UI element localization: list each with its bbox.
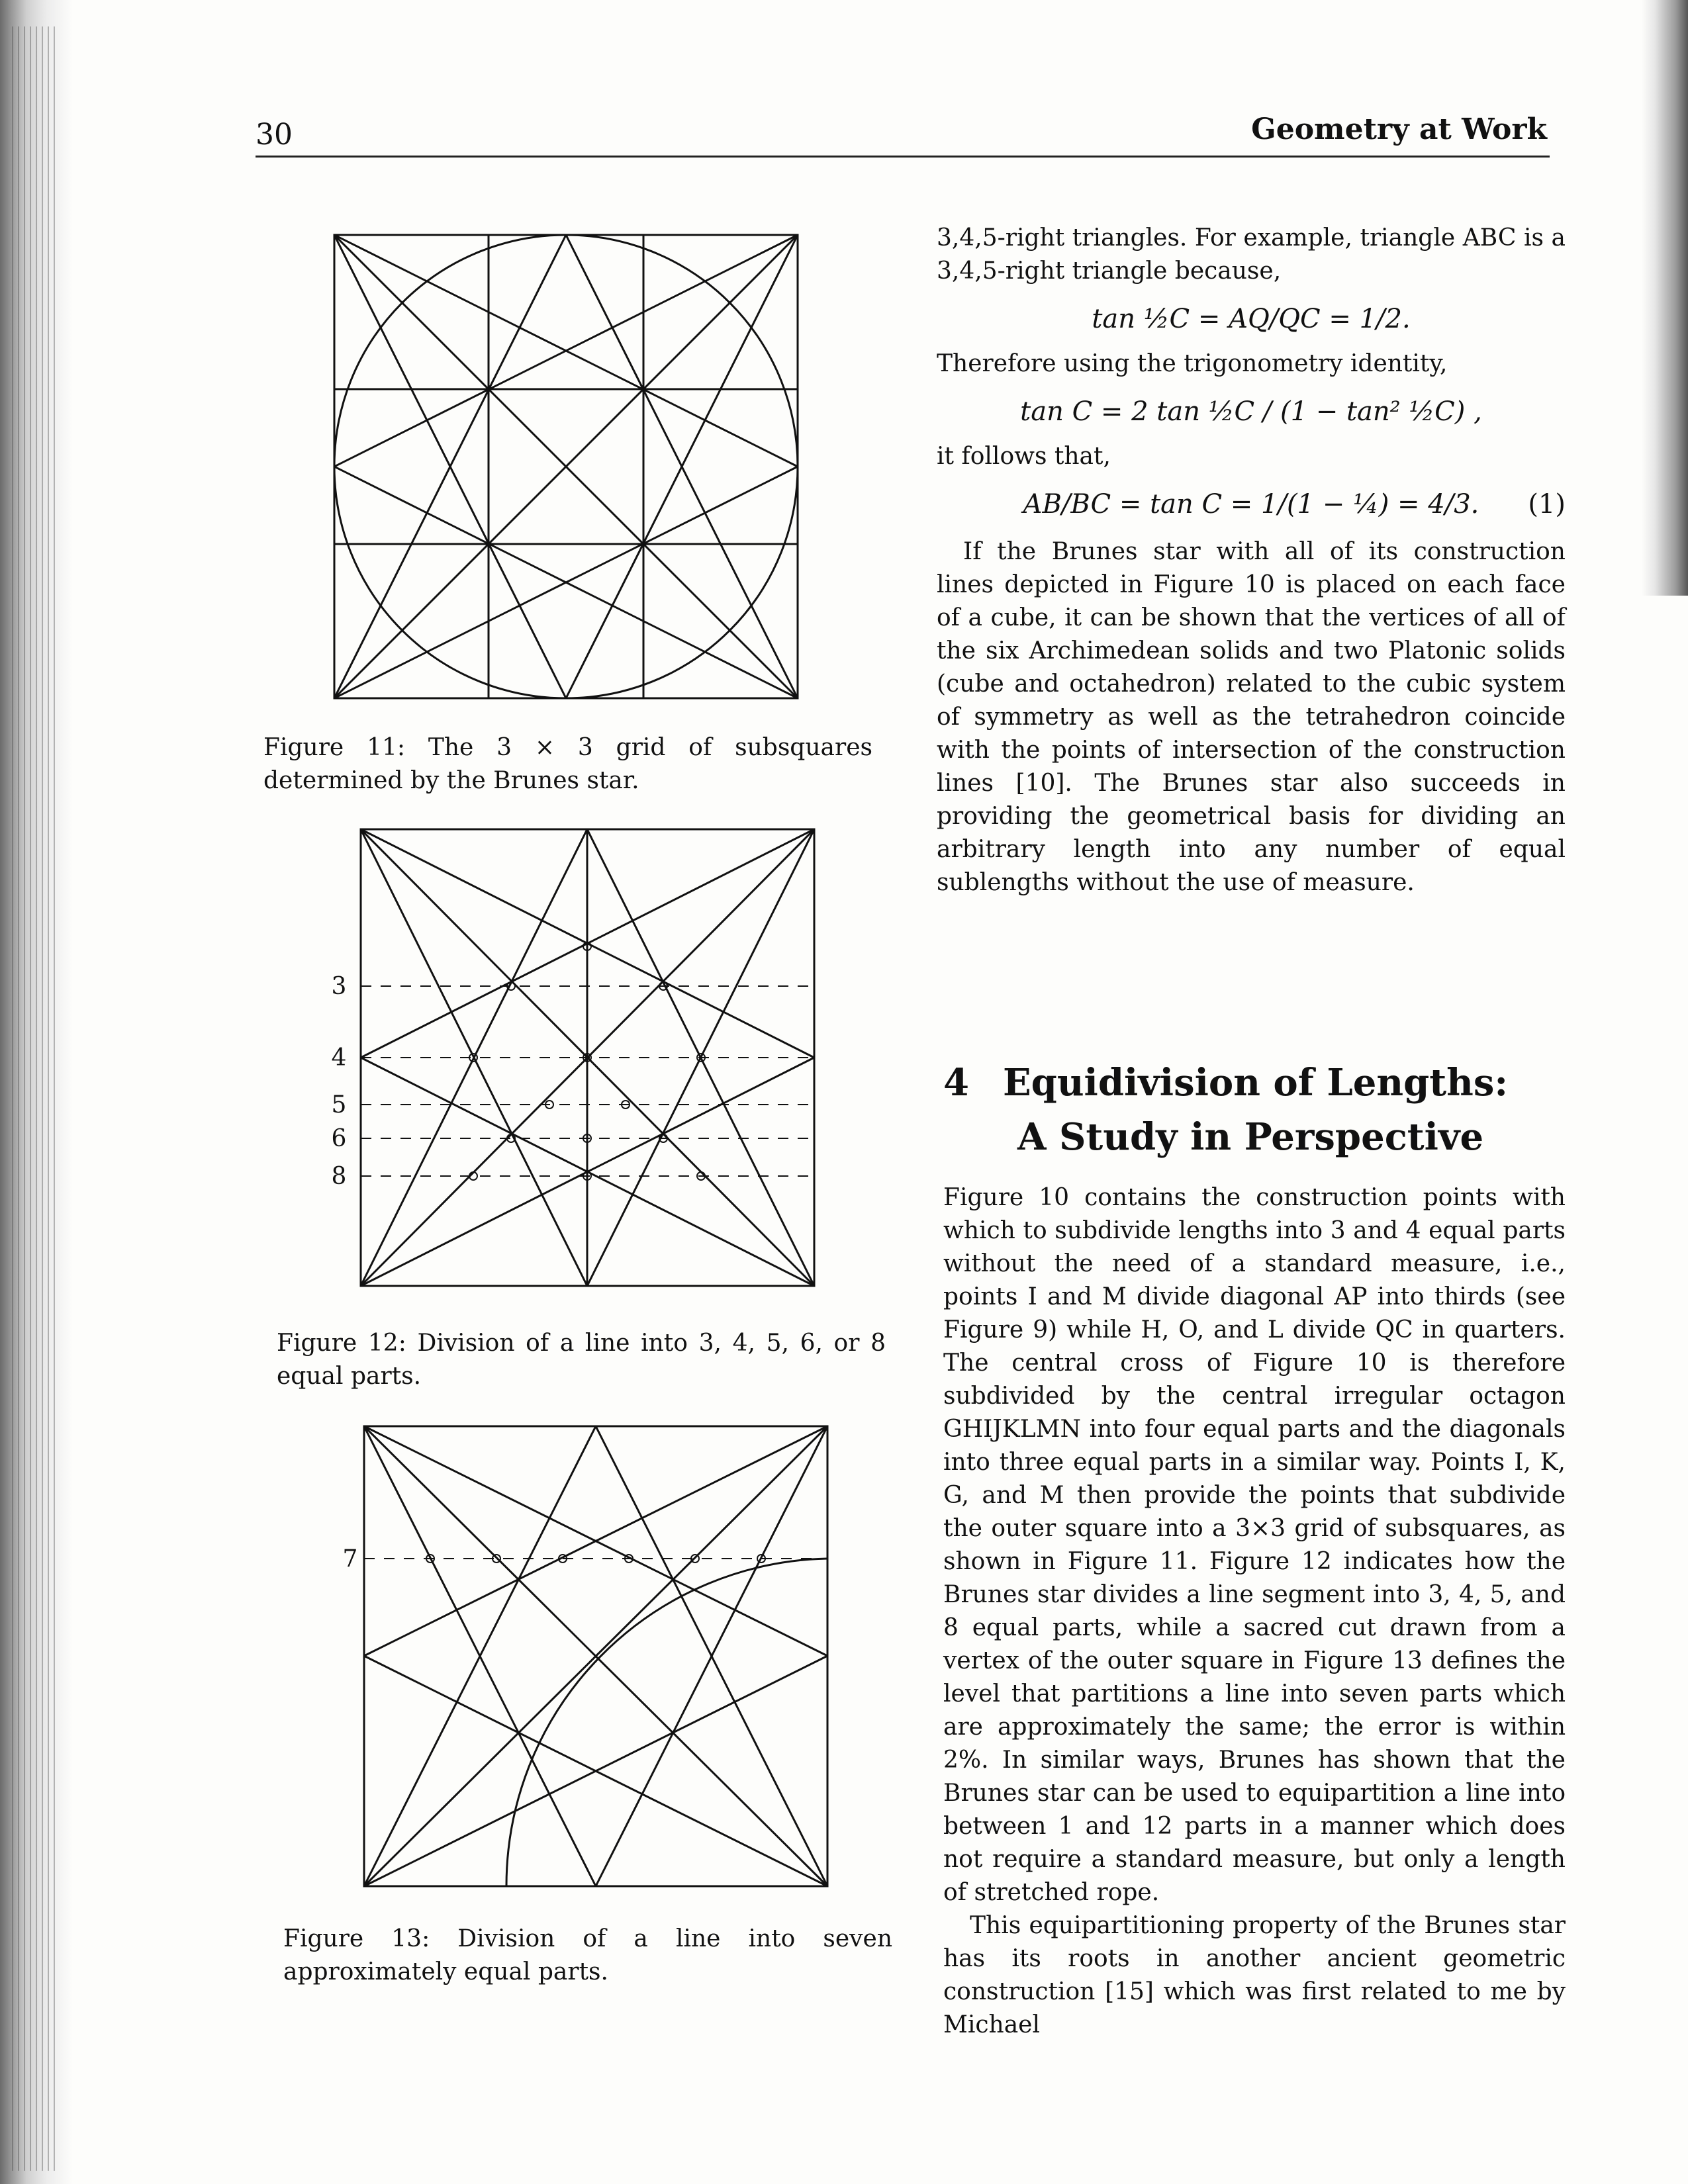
level-label-7: 7 — [342, 1545, 358, 1572]
section-title-line-1: Equidivision of Lengths: — [1003, 1061, 1509, 1105]
figure-11-caption: Figure 11: The 3 × 3 grid of subsquares determined by the Brunes star. — [263, 734, 872, 794]
level-label-3: 3 — [331, 973, 347, 1000]
paragraph-4: If the Brunes star with all of its construction lines depicted in Figure 10 is placed on each face of a cube, it can be shown that the vertices of all of the six Archimedean solids and two Platonic solids (cube and octahedron) related to the cubic system of symmetry as well as the tetrahedron coincide with the points of intersection of the construction lines [10]. The Brunes star also succeeds in providing the geometrical basis for dividing an arbitrary length into any number of equal sublengths without the use of measure. — [937, 538, 1566, 896]
running-title: Geometry at Work — [1251, 113, 1547, 146]
book-spine-shadow — [0, 0, 73, 2184]
figure-11 — [331, 232, 801, 702]
page-edges — [12, 26, 58, 2171]
page-number: 30 — [256, 118, 293, 152]
figure-13 — [344, 1420, 834, 1896]
level-label-4: 4 — [331, 1044, 347, 1071]
section-title-line-2: A Study in Perspective — [1017, 1115, 1484, 1159]
paragraph-2: Therefore using the trigonometry identity, — [937, 350, 1448, 377]
section-heading — [943, 1056, 1508, 1164]
equation-identity: tan C = 2 tan ½C / (1 − tan² ½C) , — [1020, 396, 1482, 427]
paragraph-5: Figure 10 contains the construction points with which to subdivide lengths into 3 and 4 equal parts without the need of a standard measure, i.e., points I and M divide diagonal AP into thirds (see Figure 9) while H, O, and L divide QC in quarters. The central cross of Figure 10 is therefore subdivided by the central irregular octagon GHIJKLMN into four equal parts and the diagonals into three equal parts in a similar way. Points I, K, G, and M then provide the points that subdivide the outer square into a 3×3 grid of subsquares, as shown in Figure 11. Figure 12 indicates how the Brunes star divides a line segment into 3, 4, 5, and 8 equal parts, while a sacred cut drawn from a vertex of the outer square in Figure 13 defines the level that partitions a line into seven parts which are approximately the same; the error is within 2%. In similar ways, Brunes has shown that the Brunes star can be used to equipartition a line into between 1 and 12 parts in a manner which does not require a standard measure, but only a length of stretched rope. — [943, 1184, 1566, 1906]
right-column-bottom — [943, 1181, 1566, 2042]
section-number: 4 — [943, 1061, 969, 1105]
level-label-6: 6 — [331, 1125, 347, 1152]
figure-11-diagram — [331, 232, 801, 702]
equation-1-body: AB/BC = tan C = 1/(1 − ¼) = 4/3. — [1023, 489, 1479, 520]
equation-half-angle: tan ½C = AQ/QC = 1/2. — [1092, 304, 1411, 334]
figure-12 — [311, 824, 821, 1307]
header-rule — [256, 156, 1550, 158]
figure-12-caption: Figure 12: Division of a line into 3, 4, 5, 6, or 8 equal parts. — [277, 1330, 886, 1390]
figure-13-caption: Figure 13: Division of a line into seven approximately equal parts. — [283, 1925, 892, 1985]
level-label-8: 8 — [331, 1163, 347, 1190]
figure-12-diagram — [311, 824, 821, 1307]
right-column-top — [937, 222, 1566, 899]
right-page-shadow — [1642, 0, 1688, 596]
equation-1-number: (1) — [1528, 489, 1566, 520]
paragraph-3: it follows that, — [937, 443, 1111, 470]
figure-13-diagram — [344, 1420, 834, 1896]
paragraph-1: 3,4,5-right triangles. For example, triangle ABC is a 3,4,5-right triangle because, — [937, 224, 1566, 285]
level-label-5: 5 — [331, 1091, 347, 1118]
paragraph-6: This equipartitioning property of the Brunes star has its roots in another ancient geometric construction [15] which was first related to me by Michael — [943, 1912, 1566, 2038]
equation-1 — [937, 488, 1566, 521]
